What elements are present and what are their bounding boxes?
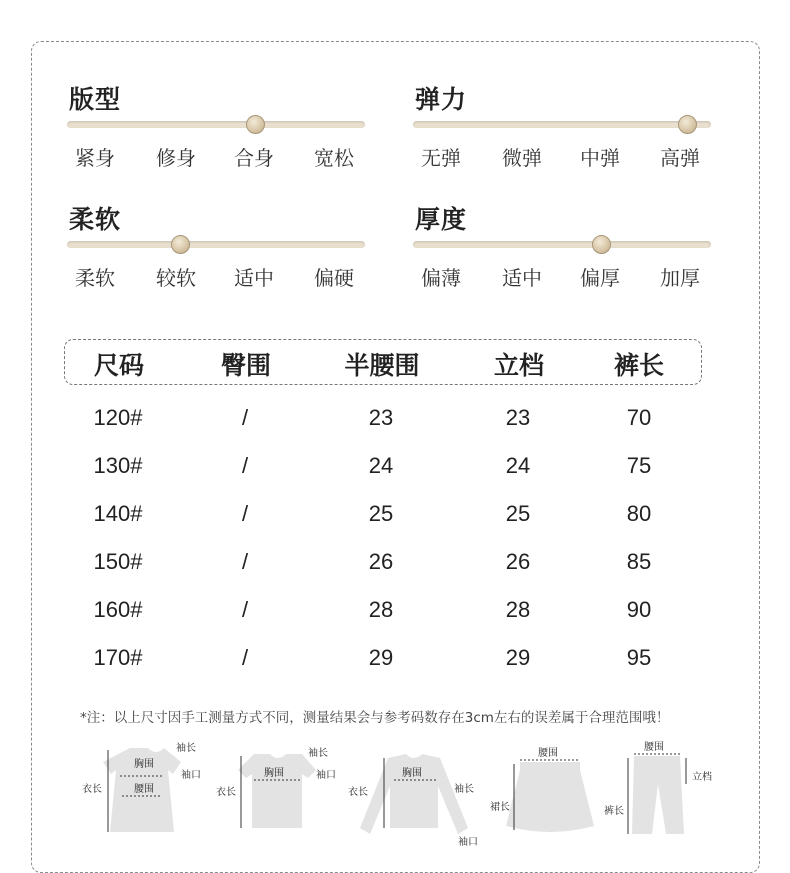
cell-size: 120# xyxy=(93,405,143,430)
table-row xyxy=(0,645,790,685)
attribute-option: 修身 xyxy=(156,146,196,170)
cell-size: 130# xyxy=(93,453,143,478)
attribute-option: 偏薄 xyxy=(421,266,461,290)
cell-size: 150# xyxy=(93,549,143,574)
skirt-shape xyxy=(506,762,594,832)
cell-half-waist: 23 xyxy=(368,405,394,430)
header-pants-length: 裤长 xyxy=(613,351,665,380)
header-rise: 立档 xyxy=(493,351,545,380)
attribute-option: 微弹 xyxy=(502,146,542,170)
attribute-option: 适中 xyxy=(234,266,274,290)
attribute-slider-track xyxy=(67,241,365,248)
attribute-option: 偏硬 xyxy=(314,266,354,290)
cell-half-waist: 26 xyxy=(368,549,394,574)
tshirt-shape xyxy=(238,754,316,828)
skirt-waist-label: 腰围 xyxy=(538,748,558,759)
pants-waist-label: 腰围 xyxy=(644,742,664,753)
cell-half-waist: 24 xyxy=(368,453,394,478)
attribute-slider-knob xyxy=(592,235,611,254)
cell-hip: / xyxy=(241,453,249,478)
dress-cuff-label: 袖口 xyxy=(181,770,201,781)
cell-half-waist: 25 xyxy=(368,501,394,526)
skirt-length-label: 裙长 xyxy=(490,802,510,813)
sweater-cuff-label: 袖口 xyxy=(458,837,478,848)
attribute-option: 紧身 xyxy=(75,146,115,170)
tshirt-length-label: 衣长 xyxy=(216,787,236,798)
tshirt-chest-label: 胸围 xyxy=(264,768,284,779)
cell-size: 140# xyxy=(93,501,143,526)
cell-rise: 24 xyxy=(505,453,531,478)
attribute-title: 弹力 xyxy=(415,85,468,114)
table-row xyxy=(0,597,790,637)
table-row xyxy=(0,453,790,493)
dress-sleeve-label: 袖长 xyxy=(176,743,196,754)
sweater-diagram xyxy=(348,740,488,850)
attribute-title: 版型 xyxy=(69,85,122,114)
pants-length-label: 裤长 xyxy=(604,806,624,817)
header-half-waist: 半腰围 xyxy=(344,351,420,380)
tshirt-sleeve-label: 袖长 xyxy=(308,748,328,759)
tshirt-diagram xyxy=(216,740,346,850)
cell-rise: 23 xyxy=(505,405,531,430)
dress-diagram xyxy=(78,740,208,850)
sweater-length-label: 衣长 xyxy=(348,787,368,798)
attribute-slider-track xyxy=(67,121,365,128)
cell-pants-length: 85 xyxy=(626,549,652,574)
attribute-option: 宽松 xyxy=(314,146,354,170)
table-row xyxy=(0,549,790,589)
attribute-title: 厚度 xyxy=(415,205,468,234)
cell-half-waist: 28 xyxy=(368,597,394,622)
cell-rise: 25 xyxy=(505,501,531,526)
cell-hip: / xyxy=(241,549,249,574)
pants-rise-label: 立档 xyxy=(692,772,712,783)
size-table-header xyxy=(64,339,702,385)
cell-size: 160# xyxy=(93,597,143,622)
attribute-option: 中弹 xyxy=(580,146,620,170)
cell-rise: 29 xyxy=(505,645,531,670)
attribute-slider-track xyxy=(413,241,711,248)
table-row xyxy=(0,405,790,445)
pants-diagram xyxy=(604,740,724,850)
dress-chest-label: 胸围 xyxy=(134,759,154,770)
cell-size: 170# xyxy=(93,645,143,670)
table-row xyxy=(0,501,790,541)
cell-pants-length: 80 xyxy=(626,501,652,526)
sweater-chest-label: 胸围 xyxy=(402,768,422,779)
dress-length-label: 衣长 xyxy=(82,784,102,795)
sweater-shape xyxy=(360,754,468,834)
cell-hip: / xyxy=(241,405,249,430)
pants-shape xyxy=(632,756,684,834)
attribute-option: 柔软 xyxy=(75,266,115,290)
attribute-slider-knob xyxy=(246,115,265,134)
attribute-option: 加厚 xyxy=(660,266,700,290)
measurement-note: *注：以上尺寸因手工测量方式不同，测量结果会与参考码数存在3cm左右的误差属于合理范围哦！ xyxy=(80,710,670,726)
sweater-sleeve-label: 袖长 xyxy=(454,784,474,795)
cell-pants-length: 90 xyxy=(626,597,652,622)
attribute-option: 高弹 xyxy=(660,146,700,170)
attribute-slider-track xyxy=(413,121,711,128)
attribute-title: 柔软 xyxy=(69,205,122,234)
cell-rise: 26 xyxy=(505,549,531,574)
header-hip: 臀围 xyxy=(220,351,272,380)
cell-pants-length: 75 xyxy=(626,453,652,478)
dress-waist-label: 腰围 xyxy=(134,784,154,795)
cell-pants-length: 95 xyxy=(626,645,652,670)
cell-hip: / xyxy=(241,501,249,526)
tshirt-cuff-label: 袖口 xyxy=(316,770,336,781)
attribute-option: 偏厚 xyxy=(580,266,620,290)
cell-rise: 28 xyxy=(505,597,531,622)
attribute-option: 较软 xyxy=(156,266,196,290)
cell-hip: / xyxy=(241,645,249,670)
cell-hip: / xyxy=(241,597,249,622)
attribute-option: 无弹 xyxy=(421,146,461,170)
header-size: 尺码 xyxy=(93,351,145,380)
attribute-option: 合身 xyxy=(234,146,274,170)
attribute-option: 适中 xyxy=(502,266,542,290)
skirt-diagram xyxy=(488,740,608,850)
cell-pants-length: 70 xyxy=(626,405,652,430)
cell-half-waist: 29 xyxy=(368,645,394,670)
